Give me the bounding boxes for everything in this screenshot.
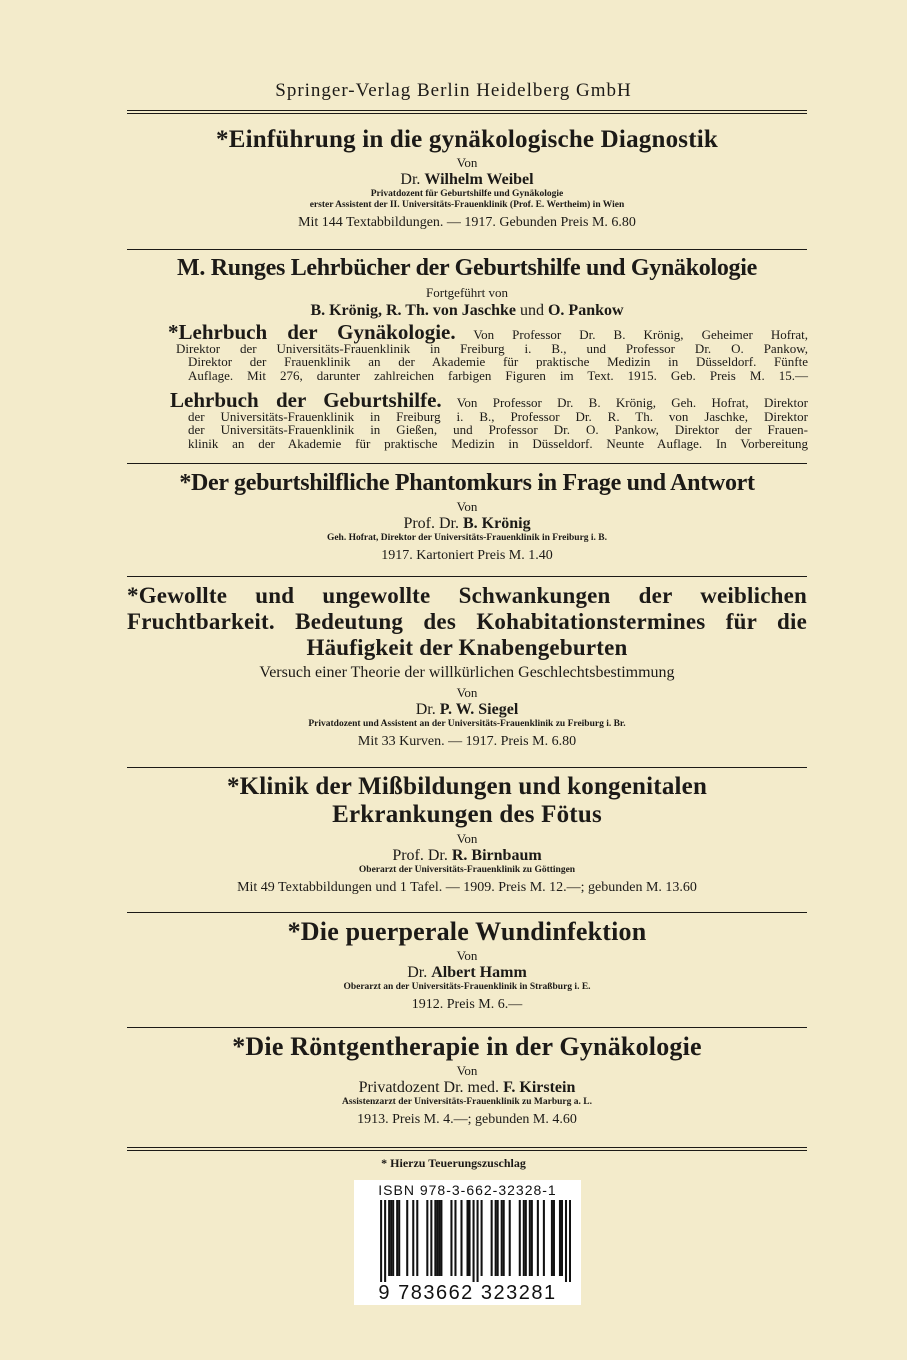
book-title-line: *Gewollte und ungewollte Schwankungen der weiblichen <box>127 583 807 608</box>
barcode-bar <box>551 1200 553 1276</box>
barcode-bar <box>380 1200 382 1282</box>
rule <box>127 576 807 577</box>
author-name: R. Birnbaum <box>451 847 542 864</box>
barcode-bar <box>523 1200 525 1276</box>
barcode-bars <box>364 1200 571 1282</box>
author-prefix: Dr. <box>407 964 428 981</box>
rule <box>127 1147 807 1151</box>
book-info: Mit 49 Textabbildungen und 1 Tafel. — 1909. Preis M. 12.—; gebunden M. 13.60 <box>237 880 697 895</box>
book-birnbaum <box>127 773 807 897</box>
barcode-bar <box>398 1200 400 1276</box>
rule <box>127 249 807 250</box>
barcode-bar <box>491 1200 493 1276</box>
rule <box>127 110 807 114</box>
barcode-bar <box>497 1200 499 1276</box>
barcode-bar <box>525 1200 527 1276</box>
author-name: F. Kirstein <box>503 1079 576 1096</box>
continued-by: Fortgeführt von <box>426 285 508 300</box>
barcode-bar <box>519 1200 521 1276</box>
book-title-line: *Klinik der Mißbildungen und kongenitalen <box>226 773 708 800</box>
entry-lehrbuch-geburtshilfe <box>170 388 809 451</box>
von-label: Von <box>456 831 478 846</box>
barcode-bar <box>434 1200 436 1276</box>
barcode-bar <box>438 1200 440 1276</box>
author-name: P. W. Siegel <box>439 701 519 718</box>
rule <box>127 912 807 913</box>
affiliation: Oberarzt der Universitäts-Frauenklinik zu Göttingen <box>358 865 576 875</box>
book-subtitle: Versuch einer Theorie der willkürlichen Geschlechtsbestimmung <box>259 664 675 681</box>
footnote: * Hierzu Teuerungszuschlag <box>381 1156 526 1170</box>
isbn-barcode <box>354 1180 581 1305</box>
entry-text: Auflage. Mit 276, darunter zahlreichen farbigen Figuren im Text. 1915. Geb. Preis M. 15.— <box>188 367 808 383</box>
author-prefix: Prof. Dr. <box>392 847 448 864</box>
barcode-bar <box>426 1200 428 1276</box>
publisher-name: Springer-Verlag Berlin Heidelberg GmbH <box>275 80 632 101</box>
book-hamm <box>127 918 807 1014</box>
entry-first-line <box>170 388 809 412</box>
barcode-bar <box>460 1200 462 1276</box>
barcode-bar <box>388 1200 390 1276</box>
barcode-bar <box>501 1200 503 1276</box>
barcode-bar <box>569 1200 571 1282</box>
isbn-digits: 9 783662 323281 <box>378 1282 557 1304</box>
von-label: Von <box>456 155 478 170</box>
author <box>127 963 807 982</box>
von-label: Von <box>456 499 478 514</box>
barcode-bar <box>473 1200 475 1282</box>
affiliation: Privatdozent für Geburtshilfe und Gynäkologie <box>370 189 564 199</box>
editors <box>127 301 807 321</box>
affiliation: Oberarzt an der Universitäts-Frauenklinik in Straßburg i. E. <box>343 982 591 992</box>
book-title-line: Fruchtbarkeit. Bedeutung des Kohabitationstermines für die <box>127 609 807 634</box>
entry-text: Von Professor Dr. B. Krönig, Geh. Hofrat, Direktor <box>456 395 809 410</box>
editors-und: und <box>519 302 544 319</box>
barcode-bar <box>477 1200 479 1282</box>
barcode-bar <box>412 1200 414 1276</box>
author-prefix: Dr. <box>400 171 421 188</box>
editors-b: O. Pankow <box>547 302 624 319</box>
barcode-bar <box>396 1200 398 1276</box>
von-label: Von <box>456 685 478 700</box>
author-prefix: Dr. <box>415 701 436 718</box>
book-info: 1912. Preis M. 6.— <box>411 997 523 1012</box>
entry-text: Von Professor Dr. B. Krönig, Geheimer Hofrat, <box>473 327 809 342</box>
barcode-bar <box>406 1200 408 1276</box>
author-name: Wilhelm Weibel <box>424 171 534 188</box>
barcode-bar <box>384 1200 386 1282</box>
book-info: Mit 144 Textabbildungen. — 1917. Gebunden Preis M. 6.80 <box>298 215 636 230</box>
book-info: 1913. Preis M. 4.—; gebunden M. 4.60 <box>357 1112 577 1127</box>
barcode-bar <box>454 1200 456 1276</box>
author <box>127 1078 807 1097</box>
barcode-bar <box>450 1200 452 1276</box>
barcode-bar <box>531 1200 533 1276</box>
entry-text: der Universitäts-Frauenklinik in Freiburg i. B., Professor Dr. R. Th. von Jaschke, Direktor <box>188 408 808 424</box>
rule <box>127 463 807 464</box>
book-weibel <box>127 126 807 232</box>
barcode-bar <box>559 1200 561 1276</box>
book-phantomkurs <box>127 470 807 565</box>
book-kirstein <box>127 1033 807 1129</box>
barcode-bar <box>436 1200 438 1276</box>
book-title: *Einführung in die gynäkologische Diagnostik <box>216 126 718 153</box>
entry-text: Direktor der Universitäts-Frauenklinik in Freiburg i. B., und Professor Dr. O. Pankow, <box>176 340 808 356</box>
barcode-bar <box>553 1200 555 1276</box>
entry-head: Lehrbuch der Geburtshilfe. <box>170 388 442 412</box>
section-title: M. Runges Lehrbücher der Geburtshilfe und Gynäkologie <box>177 255 757 281</box>
barcode-bar <box>509 1200 511 1276</box>
von-label: Von <box>456 1063 478 1078</box>
rule <box>127 767 807 768</box>
book-title-line: Erkrankungen des Fötus <box>332 801 602 828</box>
author-name: B. Krönig <box>463 515 531 532</box>
book-info: Mit 33 Kurven. — 1917. Preis M. 6.80 <box>357 734 577 749</box>
barcode-bar <box>481 1200 483 1276</box>
entry-lehrbuch-gynaekologie <box>168 320 809 383</box>
runge-section <box>127 255 807 321</box>
entry-text: klinik an der Akademie für praktische Medizin in Düsseldorf. Neunte Auflage. In Vorbereitung <box>188 435 808 451</box>
book-title-line: Häufigkeit der Knabengeburten <box>306 635 628 660</box>
author <box>127 514 807 533</box>
entry-head: *Lehrbuch der Gynäkologie. <box>168 320 456 344</box>
barcode-bar <box>503 1200 505 1276</box>
barcode-bar <box>430 1200 432 1276</box>
author <box>127 846 807 865</box>
book-siegel <box>127 583 807 751</box>
barcode-bar <box>467 1200 469 1276</box>
author <box>127 700 807 719</box>
affiliation: Assistenzarzt der Universitäts-Frauenklinik zu Marburg a. L. <box>342 1097 592 1107</box>
barcode-bar <box>543 1200 545 1276</box>
entry-text: der Universitäts-Frauenklinik in Gießen, und Professor Dr. O. Pankow, Direktor der Frauen- <box>188 422 808 438</box>
entry-text: Direktor der Frauenklinik an der Akademie für praktische Medizin in Düsseldorf. Fünfte <box>188 354 808 370</box>
author-prefix: Prof. Dr. <box>403 515 459 532</box>
book-title: *Der geburtshilfliche Phantomkurs in Frage und Antwort <box>179 470 755 496</box>
isbn-label: ISBN 978-3-662-32328-1 <box>378 1182 557 1198</box>
rule <box>127 1027 807 1028</box>
entry-first-line <box>168 320 809 344</box>
affiliation: Geh. Hofrat, Direktor der Universitäts-Frauenklinik in Freiburg i. B. <box>326 533 608 543</box>
barcode-bar <box>469 1200 471 1276</box>
affiliation: erster Assistent der II. Universitäts-Frauenklinik (Prof. E. Wertheim) in Wien <box>309 200 625 210</box>
book-info: 1917. Kartoniert Preis M. 1.40 <box>381 548 553 563</box>
book-title: *Die Röntgentherapie in der Gynäkologie <box>232 1032 702 1061</box>
author <box>127 170 807 189</box>
barcode-bar <box>537 1200 539 1276</box>
barcode-bar <box>392 1200 394 1276</box>
barcode-bar <box>529 1200 531 1276</box>
barcode-bar <box>495 1200 497 1276</box>
book-title: *Die puerperale Wundinfektion <box>287 917 647 946</box>
author-name: Albert Hamm <box>431 964 527 981</box>
barcode-bar <box>390 1200 392 1276</box>
von-label: Von <box>456 948 478 963</box>
editors-a: B. Krönig, R. Th. von Jaschke <box>310 302 516 319</box>
barcode-bar <box>416 1200 418 1276</box>
author-prefix: Privatdozent Dr. med. <box>358 1079 500 1096</box>
barcode-bar <box>565 1200 567 1282</box>
affiliation: Privatdozent und Assistent an der Universitäts-Frauenklinik zu Freiburg i. Br. <box>308 719 626 729</box>
barcode-bar <box>561 1200 563 1276</box>
barcode-bar <box>440 1200 442 1276</box>
